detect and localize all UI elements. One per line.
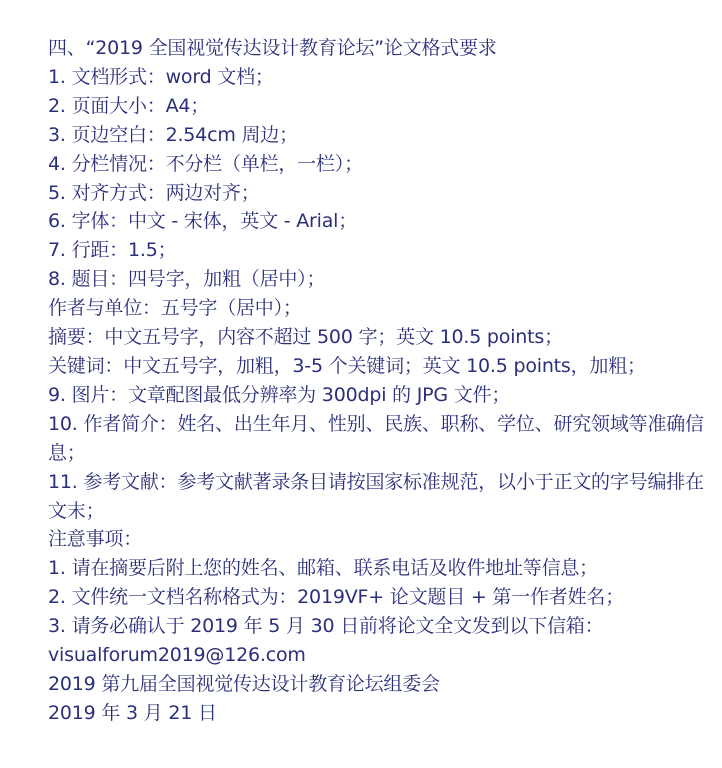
requirement-item: 6. 字体：中文 - 宋体，英文 - Arial； [48,210,358,233]
document-date: 2019 年 3 月 21 日 [48,701,217,724]
requirement-item: 9. 图片：文章配图最低分辨率为 300dpi 的 JPG 文件； [48,383,511,406]
requirement-item: 1. 文档形式：word 文档； [48,65,274,88]
requirement-item: 11. 参考文献：参考文献著录条目请按国家标准规范，以小于正文的字号编排在文末； [48,470,704,522]
organizer-signature: 2019 第九届全国视觉传达设计教育论坛组委会 [48,672,440,695]
note-item: 2. 文件统一文档名称格式为：2019VF+ 论文题目 + 第一作者姓名； [48,586,625,609]
contact-email: visualforum2019@126.com [48,644,306,667]
requirement-item: 2. 页面大小：A4； [48,94,210,117]
requirement-item: 作者与单位：五号字（居中）； [48,297,302,320]
note-item: 1. 请在摘要后附上您的姓名、邮箱、联系电话及收件地址等信息； [48,557,598,580]
document-body [48,34,712,728]
document-title: 四、“2019 全国视觉传达设计教育论坛”论文格式要求 [48,37,497,59]
requirement-item: 摘要：中文五号字，内容不超过 500 字；英文 10.5 points； [48,326,563,349]
requirement-item: 关键词：中文五号字，加粗，3-5 个关键词；英文 10.5 points，加粗； [48,354,646,377]
requirement-item: 4. 分栏情况：不分栏（单栏，一栏）； [48,152,363,175]
requirement-item: 10. 作者简介：姓名、出生年月、性别、民族、职称、学位、研究领域等准确信息； [48,412,704,464]
requirement-item: 8. 题目：四号字，加粗（居中）； [48,268,326,291]
note-item: 3. 请务必确认于 2019 年 5 月 30 日前将论文全文发到以下信箱： [48,615,604,638]
notes-heading: 注意事项： [48,528,143,551]
requirement-item: 5. 对齐方式：两边对齐； [48,181,260,204]
requirement-item: 3. 页边空白：2.54cm 周边； [48,123,298,146]
requirement-item: 7. 行距：1.5； [48,239,177,262]
